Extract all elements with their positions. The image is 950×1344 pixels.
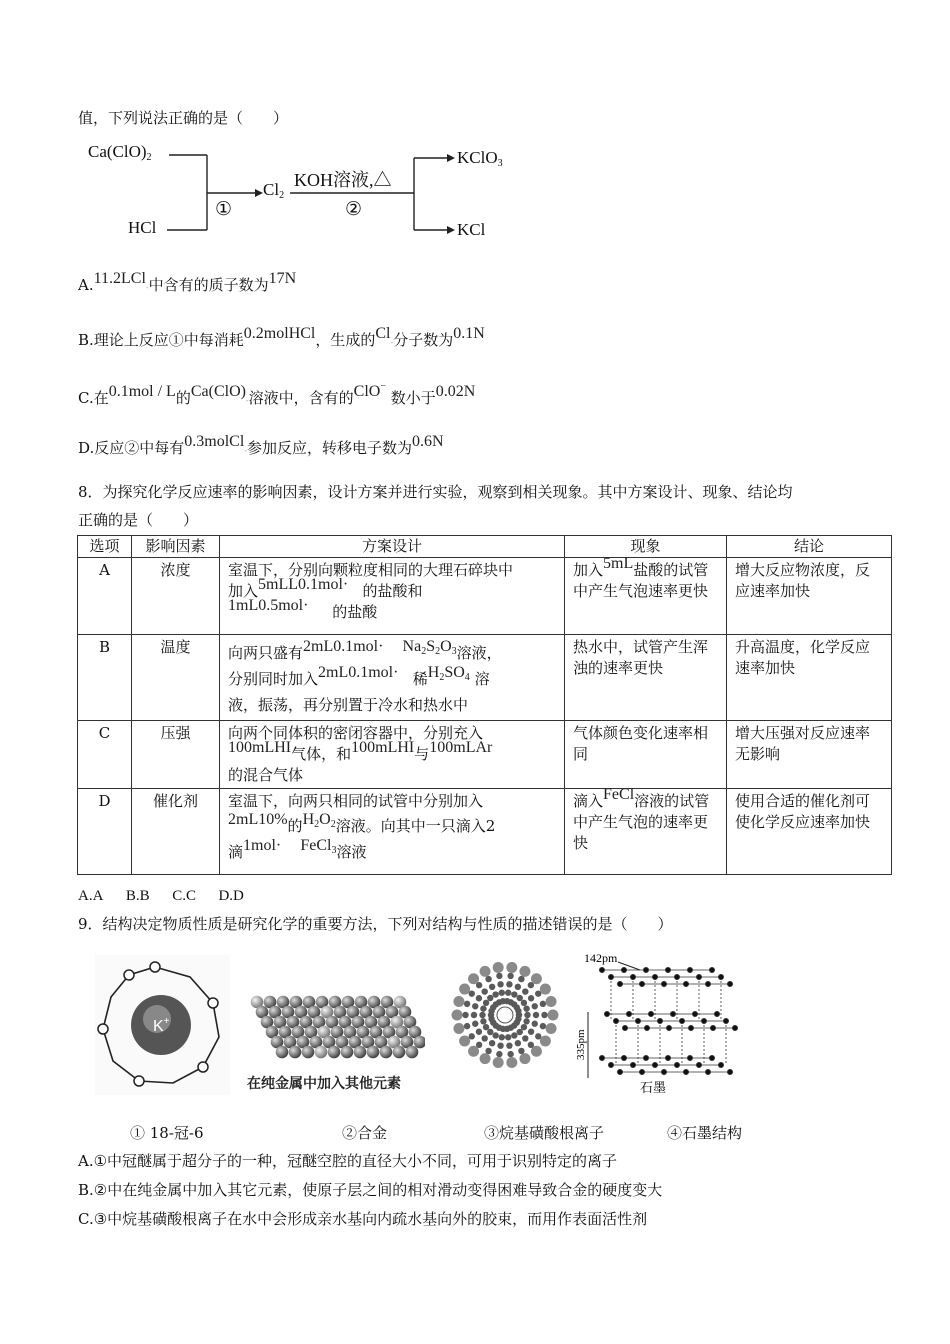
micelle-bead bbox=[453, 1023, 464, 1034]
graphite-atom bbox=[727, 981, 732, 986]
graphite-atom bbox=[617, 981, 622, 986]
graphite-atom bbox=[644, 1025, 649, 1030]
micelle-bead bbox=[492, 991, 498, 997]
graphite-atom bbox=[617, 1069, 622, 1074]
graphite-atom bbox=[652, 1062, 657, 1067]
graphite-atom bbox=[661, 1069, 666, 1074]
alloy-atom bbox=[315, 1046, 328, 1059]
micelle-bead bbox=[492, 1032, 498, 1038]
graphite-atom bbox=[635, 1018, 640, 1023]
graphite-atom bbox=[718, 974, 723, 979]
graphite-atom bbox=[648, 1011, 653, 1016]
micelle-bead bbox=[515, 1008, 521, 1014]
micelle-bead bbox=[515, 1040, 521, 1046]
graphite-atom bbox=[683, 1069, 688, 1074]
micelle-bead bbox=[506, 1042, 512, 1048]
graphite-atom bbox=[710, 1025, 715, 1030]
micelle-bead bbox=[546, 996, 557, 1007]
micelle-bead bbox=[541, 1012, 547, 1018]
table-row-c: C 压强 向两个同体积的密闭容器中，分别充入 100mLHI气体，和100mLHI与100mLAr 的混合气体 气体颜色变化速率相同 增大压强对反应速率无影响 bbox=[78, 721, 892, 789]
graphite-atom bbox=[701, 1018, 706, 1023]
micelle-bead bbox=[452, 1010, 463, 1021]
graphite-atom bbox=[727, 1069, 732, 1074]
graphite-atom bbox=[599, 1055, 604, 1060]
micelle-bead bbox=[540, 1035, 551, 1046]
graphite-atom bbox=[674, 1062, 679, 1067]
micelle-bead bbox=[511, 1032, 517, 1038]
micelle-bead bbox=[521, 1024, 527, 1030]
micelle-bead bbox=[515, 984, 521, 990]
alloy-atom bbox=[380, 1046, 393, 1059]
q7-option-a[interactable]: A.11.2LCl-中含有的质子数为17N bbox=[78, 270, 297, 294]
micelle-bead bbox=[472, 1003, 478, 1009]
header-conclusion: 结论 bbox=[727, 536, 892, 558]
table-row-a: A 浓度 室温下，分别向颗粒度相同的大理石碎块中 加入5mLL0.1mol· 的盐酸和 1mL0.5mol· 的盐酸 加入5mL盐酸的试管中产生气泡速率更快 增大反应物浓度，反应速率加快 bbox=[78, 558, 892, 635]
graphite-figure bbox=[570, 950, 745, 1100]
micelle-bead bbox=[464, 1001, 470, 1007]
graphite-atom bbox=[613, 1018, 618, 1023]
micelle-bead bbox=[532, 1021, 538, 1027]
alloy-atom bbox=[393, 1046, 406, 1059]
micelle-bead bbox=[531, 973, 542, 984]
answer-a: A.A bbox=[78, 888, 104, 904]
micelle-bead bbox=[532, 1003, 538, 1009]
graphite-atom bbox=[665, 1055, 670, 1060]
graphite-atom bbox=[687, 967, 692, 972]
micelle-bead bbox=[459, 984, 470, 995]
micelle-bead bbox=[471, 1012, 477, 1018]
micelle-bead bbox=[483, 1024, 489, 1030]
micelle-bead bbox=[464, 1023, 470, 1029]
micelle-bead bbox=[493, 1057, 504, 1068]
header-phenomenon: 现象 bbox=[565, 536, 727, 558]
micelle-bead bbox=[480, 1053, 491, 1064]
graphite-atom bbox=[666, 1025, 671, 1030]
alloy-atom bbox=[367, 1046, 380, 1059]
q9-option-a[interactable]: A.①中冠醚属于超分子的一种，冠醚空腔的直径大小不同，可用于识别特定的离子 bbox=[78, 1152, 618, 1170]
table-header-row bbox=[78, 536, 892, 558]
graphite-atom bbox=[705, 1069, 710, 1074]
scheme-lines bbox=[85, 140, 525, 245]
graphite-atom bbox=[630, 974, 635, 979]
micelle-bead bbox=[519, 966, 530, 977]
micelle-bead bbox=[507, 1051, 513, 1057]
micelle-bead bbox=[505, 1034, 511, 1040]
micelle-bead bbox=[499, 990, 505, 996]
alloy-atom bbox=[328, 1046, 341, 1059]
graphite-atom bbox=[608, 974, 613, 979]
micelle-bead bbox=[489, 1040, 495, 1046]
reactant-hcl: HCl bbox=[128, 218, 157, 237]
micelle-bead bbox=[521, 1000, 527, 1006]
micelle-bead bbox=[462, 1012, 468, 1018]
answer-c: C.C bbox=[172, 888, 196, 904]
graphite-atom bbox=[639, 981, 644, 986]
micelle-bead bbox=[517, 995, 523, 1001]
micelle-bead bbox=[531, 1046, 542, 1057]
graphite-atom bbox=[732, 1025, 737, 1030]
graphite-label: 石墨 bbox=[640, 1081, 667, 1096]
reagent-label: KOH溶液,△ bbox=[294, 170, 392, 190]
micelle-bead bbox=[480, 966, 491, 977]
header-design: 方案设计 bbox=[220, 536, 565, 558]
table-row-b: B 温度 向两只盛有2mL0.1mol· $Na_2S_2O_3$溶液， 分别同时加入2mL0.1mol· 稀$H_2SO_4$ 溶 液，振荡，再分别置于冷水和热水中 热水中，试管产生浑浊的速率更快 升高温度，化学反应速率加快 bbox=[78, 635, 892, 721]
header-factor: 影响因素 bbox=[132, 536, 220, 558]
graphite-atom bbox=[687, 1055, 692, 1060]
graphite-atom bbox=[630, 1062, 635, 1067]
alloy-atom bbox=[354, 1046, 367, 1059]
q9-option-c[interactable]: C.③中烷基磺酸根离子在水中会形成亲水基向内疏水基向外的胶束，而用作表面活性剂 bbox=[78, 1210, 648, 1228]
micelle-bead bbox=[453, 996, 464, 1007]
alloy-atom bbox=[276, 1046, 289, 1059]
micelle-figure bbox=[448, 958, 563, 1073]
micelle-bead bbox=[528, 995, 534, 1001]
micelle-bead bbox=[497, 981, 503, 987]
crown-ether-figure bbox=[95, 955, 230, 1095]
micelle-bead bbox=[523, 1005, 529, 1011]
graphite-atom bbox=[718, 1062, 723, 1067]
graphite-atom bbox=[670, 1011, 675, 1016]
graphite-atom bbox=[643, 967, 648, 972]
caption-crown-ether: ① 18-冠-6 bbox=[130, 1124, 204, 1142]
micelle-bead bbox=[485, 1048, 491, 1054]
micelle-bead bbox=[481, 1035, 487, 1041]
micelle-bead bbox=[517, 1029, 523, 1035]
graphite-atom bbox=[696, 974, 701, 979]
graphite-atom bbox=[665, 967, 670, 972]
graphite-atom bbox=[608, 1062, 613, 1067]
product-kclo3: KClO$_3$ bbox=[457, 148, 503, 169]
micelle-bead bbox=[489, 984, 495, 990]
micelle-bead bbox=[496, 973, 502, 979]
answer-b: B.B bbox=[125, 888, 150, 904]
micelle-bead bbox=[476, 1029, 482, 1035]
product-kcl: KCl bbox=[457, 220, 486, 239]
micelle-bead bbox=[480, 1005, 486, 1011]
step1-label: ① bbox=[215, 199, 233, 220]
graphite-atom bbox=[705, 981, 710, 986]
micelle-bead bbox=[524, 1012, 530, 1018]
q8-answer-choices[interactable] bbox=[78, 886, 244, 906]
micelle-bead bbox=[485, 976, 491, 982]
q9-option-b[interactable]: B.②中在纯金属中加入其它元素，使原子层之间的相对滑动变得困难导致合金的硬度变大 bbox=[78, 1181, 663, 1199]
caption-graphite: ④石墨结构 bbox=[667, 1124, 743, 1142]
graphite-atom bbox=[709, 967, 714, 972]
graphite-atom bbox=[657, 1018, 662, 1023]
micelle-bead bbox=[540, 1001, 546, 1007]
graphite-atom bbox=[652, 974, 657, 979]
graphite-atom bbox=[679, 1018, 684, 1023]
graphite-atom bbox=[661, 981, 666, 986]
micelle-bead bbox=[481, 988, 487, 994]
layer-distance-label: 335pm bbox=[575, 1029, 587, 1060]
micelle-bead bbox=[519, 1053, 530, 1064]
graphite-atom bbox=[622, 1025, 627, 1030]
q8-stem-line2: 正确的是（ ） bbox=[78, 511, 199, 529]
micelle-bead bbox=[540, 1023, 546, 1029]
micelle-bead bbox=[506, 1057, 517, 1068]
alloy-label: 在纯金属中加入其他元素 bbox=[247, 1076, 401, 1092]
q7-option-d[interactable]: D.反应②中每有0.3molCl-参加反应，转移电子数为0.6N bbox=[78, 433, 444, 457]
caption-alloy: ②合金 bbox=[342, 1124, 388, 1142]
q9-stem: 9．结构决定物质性质是研究化学的重要方法，下列对结构与性质的描述错误的是（ ） bbox=[78, 915, 673, 933]
micelle-bead bbox=[459, 1035, 470, 1046]
k-ion-label: K+ bbox=[153, 1016, 170, 1035]
q8-table bbox=[77, 535, 892, 875]
graphite-atom bbox=[688, 1025, 693, 1030]
micelle-bead bbox=[472, 1021, 478, 1027]
alloy-atom bbox=[341, 1046, 354, 1059]
q7-stem-end: 值，下列说法正确的是（ ） bbox=[78, 109, 289, 127]
graphite-atom bbox=[683, 981, 688, 986]
micelle-bead bbox=[518, 976, 524, 982]
alloy-figure bbox=[245, 990, 425, 1095]
micelle-bead bbox=[511, 991, 517, 997]
header-option: 选项 bbox=[78, 536, 132, 558]
graphite-atom bbox=[621, 1055, 626, 1060]
graphite-atom bbox=[709, 1055, 714, 1060]
graphite-atom bbox=[604, 1011, 609, 1016]
micelle-bead bbox=[496, 1051, 502, 1057]
reaction-scheme bbox=[85, 140, 525, 245]
alloy-atom bbox=[406, 1046, 419, 1059]
answer-d: D.D bbox=[218, 888, 244, 904]
step2-label: ② bbox=[345, 199, 363, 220]
micelle-bead bbox=[497, 1042, 503, 1048]
graphite-atom bbox=[696, 1062, 701, 1067]
reactant-caclo2: $Ca(ClO)_2$ bbox=[88, 142, 152, 163]
graphite-atom bbox=[723, 1018, 728, 1023]
micelle-bead bbox=[522, 988, 528, 994]
graphite-atom bbox=[599, 967, 604, 972]
micelle-bead bbox=[523, 1018, 529, 1024]
alloy-atom bbox=[302, 1046, 315, 1059]
micelle-bead bbox=[468, 1046, 479, 1057]
graphite-atom bbox=[714, 1011, 719, 1016]
graphite-atom bbox=[692, 1011, 697, 1016]
q8-stem-line1: 8．为探究化学反应速率的影响因素，设计方案并进行实验，观察到相关现象。其中方案设计、现象、结论均 bbox=[78, 483, 793, 501]
alloy-atom bbox=[289, 1046, 302, 1059]
micelle-bead bbox=[487, 1029, 493, 1035]
micelle-bead bbox=[476, 995, 482, 1001]
graphite-atom bbox=[626, 1011, 631, 1016]
micelle-bead bbox=[533, 1012, 539, 1018]
micelle-bead bbox=[468, 973, 479, 984]
micelle-bead bbox=[546, 1023, 557, 1034]
table-row-d: D 催化剂 室温下，向两只相同的试管中分别加入 2mL10%的$H_2O_2$溶液。向其中一只滴入2 滴1mol· FeCl$_3$溶液 滴入FeCl溶液的试管中产生气泡的速率更快 使用合适的催化剂可使化学反应速率加快 bbox=[78, 789, 892, 875]
intermediate-cl2: $Cl_2$ bbox=[263, 180, 285, 201]
micelle-bead bbox=[506, 981, 512, 987]
micelle-bead bbox=[522, 1035, 528, 1041]
micelle-bead bbox=[479, 1012, 485, 1018]
graphite-atom bbox=[643, 1055, 648, 1060]
micelle-bead bbox=[528, 1029, 534, 1035]
bond-length-label: 142pm bbox=[584, 951, 618, 965]
graphite-atom bbox=[639, 1069, 644, 1074]
micelle-bead bbox=[548, 1010, 559, 1021]
micelle-bead bbox=[505, 990, 511, 996]
micelle-bead bbox=[499, 1034, 505, 1040]
micelle-bead bbox=[518, 1048, 524, 1054]
micelle-bead bbox=[487, 995, 493, 1001]
caption-micelle: ③烷基磺酸根离子 bbox=[484, 1124, 605, 1142]
micelle-bead bbox=[506, 962, 517, 973]
micelle-bead bbox=[483, 1000, 489, 1006]
q7-option-c[interactable]: C.在0.1mol / L的Ca(ClO)-溶液中，含有的ClO− 数小于0.02N bbox=[78, 381, 476, 407]
graphite-atom bbox=[621, 967, 626, 972]
micelle-bead bbox=[493, 962, 504, 973]
q7-option-b[interactable]: B.理论上反应①中每消耗0.2molHCl，生成的Cl-分子数为0.1N bbox=[78, 325, 485, 349]
micelle-bead bbox=[507, 973, 513, 979]
graphite-atom bbox=[674, 974, 679, 979]
micelle-bead bbox=[480, 1018, 486, 1024]
micelle-bead bbox=[540, 984, 551, 995]
